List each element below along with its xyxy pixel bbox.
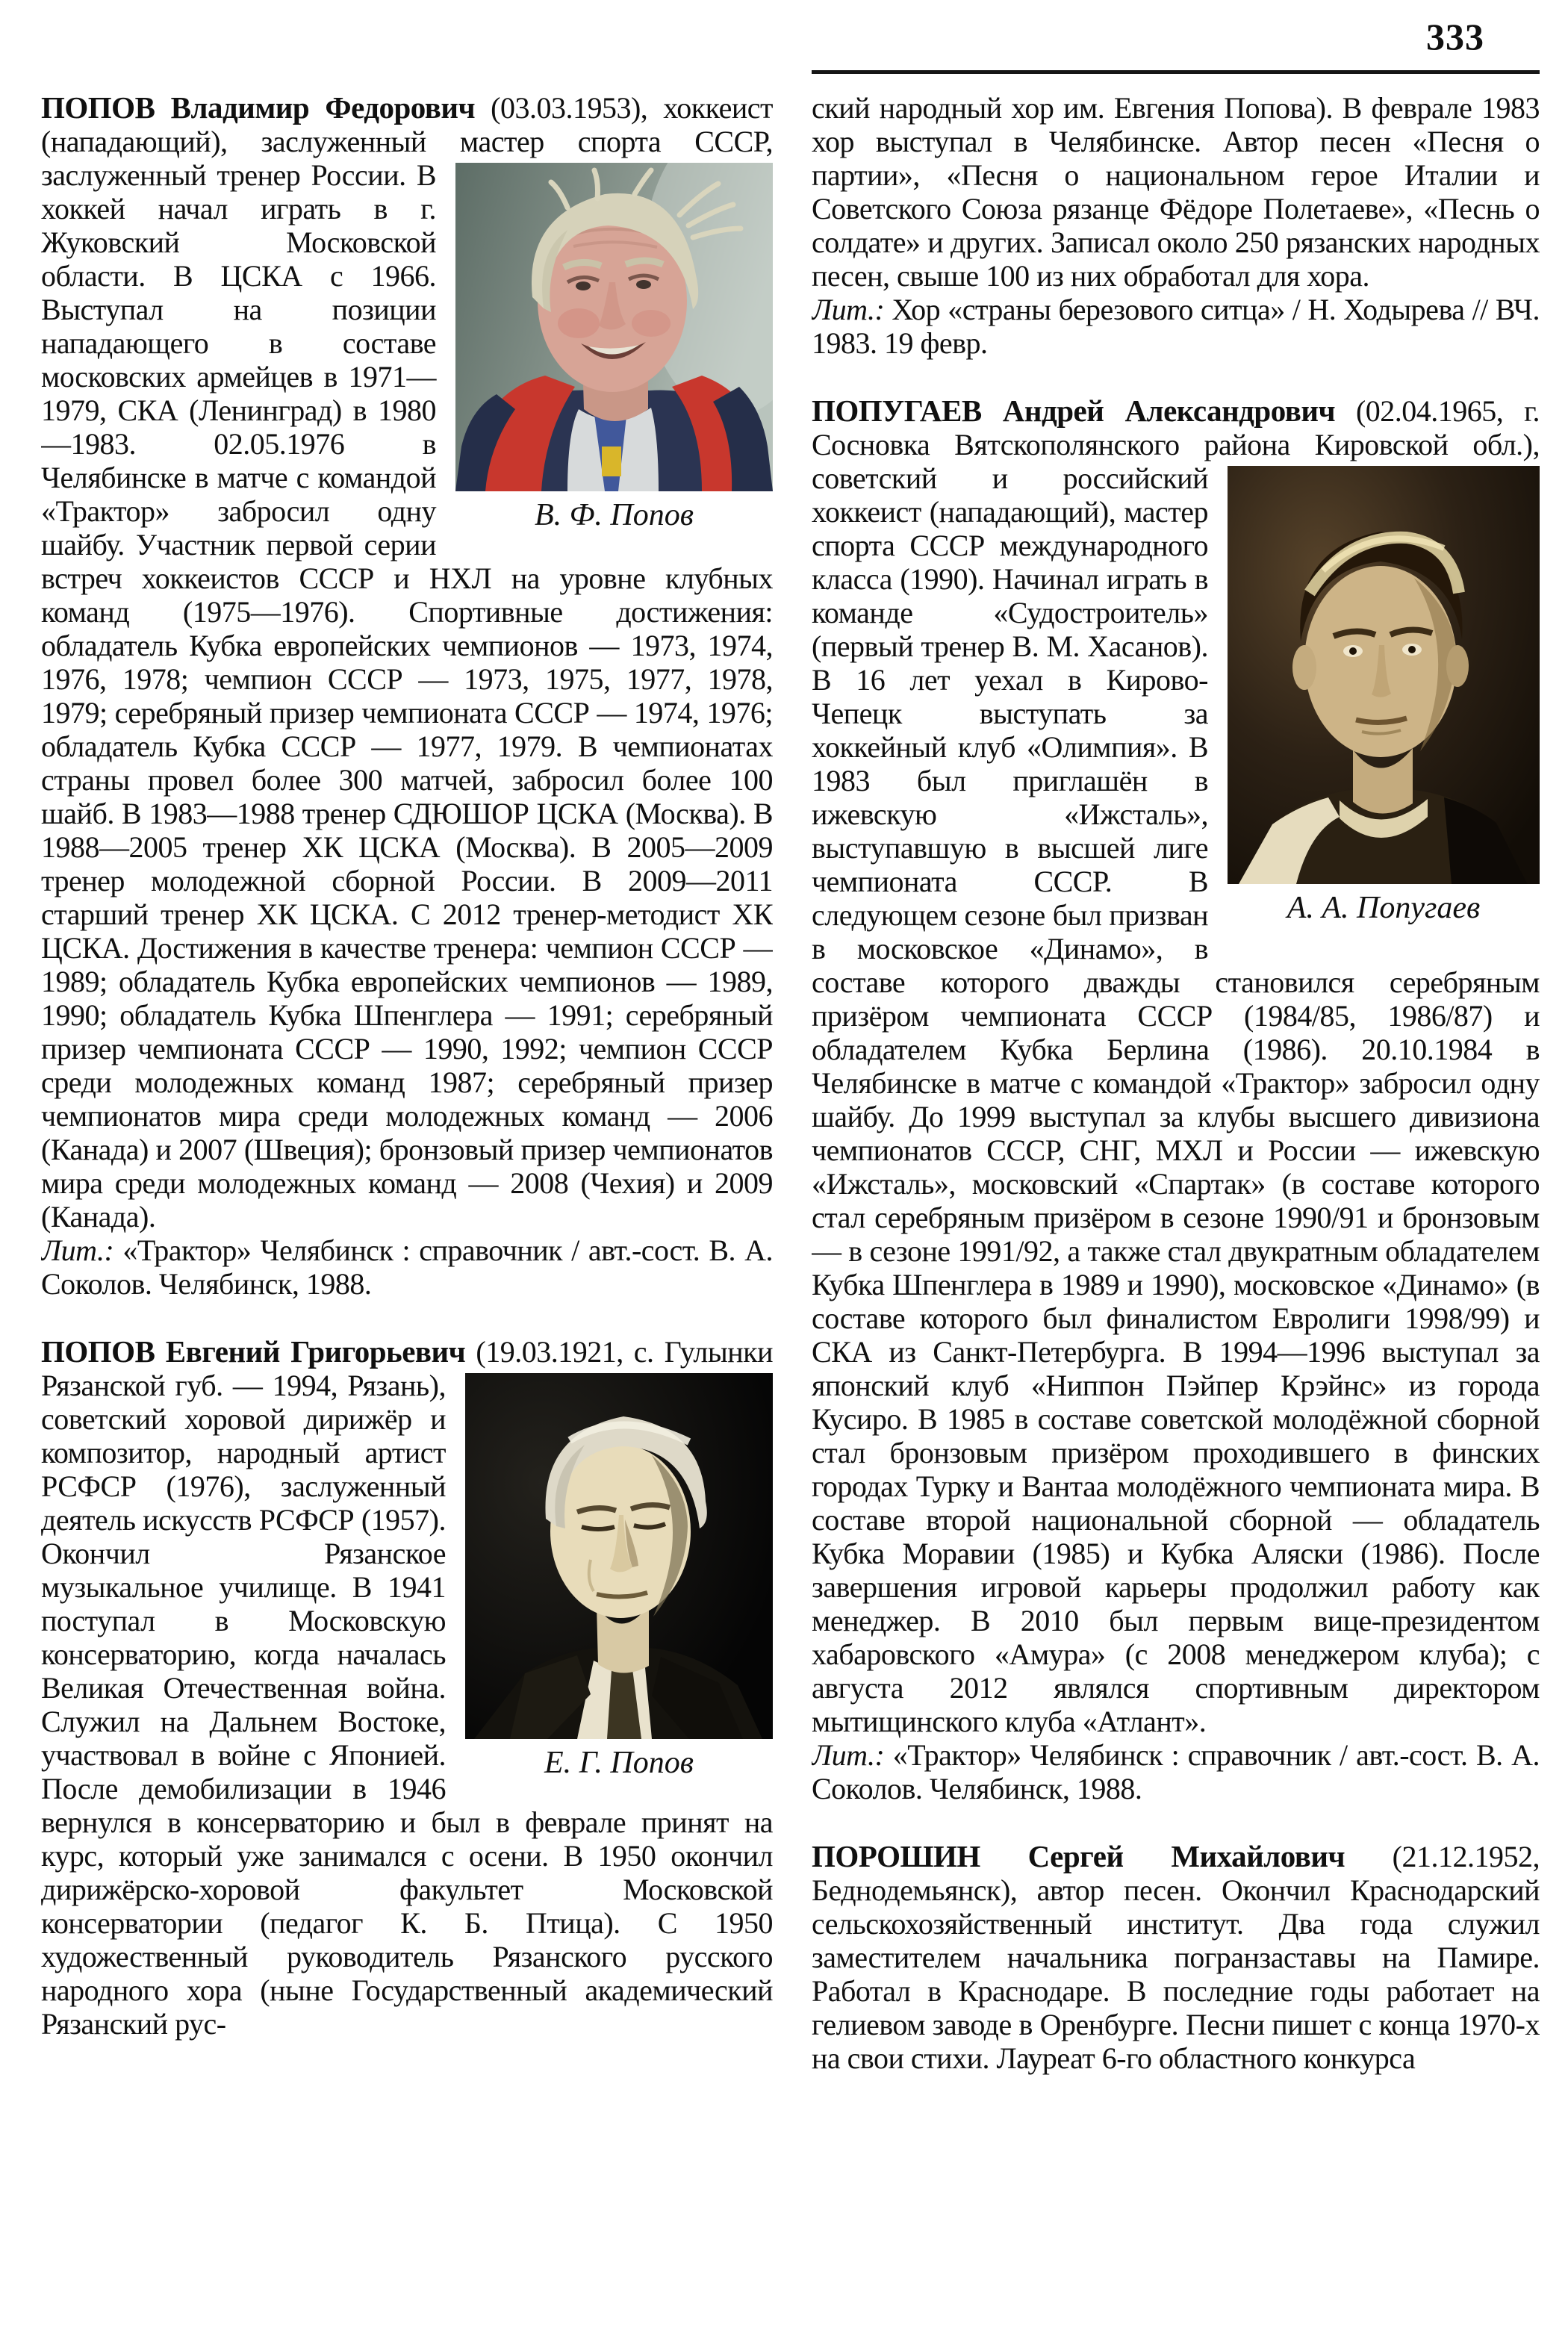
- lit-text: «Трактор» Челябинск : справочник / авт.-сост. В. А. Соколов. Челябинск, 1988.: [41, 1233, 773, 1301]
- entry-body-popugaev: российский хоккеист (нападающий), мастер спорта СССР международного класса (1990). Начинал играть в команде «Судостроитель» (первый тренер В. М. Хасанов). В 16 лет уехал в Кирово-Чепецк выступать за хоккейный клуб «Олимпия». В 1983 был приглашён в ижевскую «Ижсталь», выступавшую в высшей лиге чемпионата СССР. В следующем сезоне был призван в московское «Динамо», в составе которого дважды становился серебряным призёром чемпионата СССР (1984/85, 1986/87) и обладателем Кубка Берлина (1986). 20.10.1984 в Челябинске в матче с командой «Трактор» забросил одну шайбу. До 1999 выступал за клубы высшего дивизиона чемпионатов СССР, СНГ, МХЛ и России — ижевскую «Ижсталь», московский «Спартак» (в составе которого стал серебряным призёром в сезоне 1990/91 и бронзовым — в сезоне 1991/92, а также стал двукратным обладателем Кубка Шпенглера в 1989 и 1990), московское «Динамо» (в составе которого был финалистом Евролиги 1998/99) и СКА из Санкт-Петербурга. В 1994—1996 выступал за японский клуб «Ниппон Пэйпер Крэйнс» из города Кусиро. В 1985 в составе советской молодёжной сборной стал бронзовым призёром проходившего в финских городах Турку и Вантаа молодёжного чемпионата мира. В составе второй национальной сборной — обладатель Кубка Моравии (1985) и Кубка Аляски (1986). После завершения игровой карьеры продолжил работу как менеджер. В 2010 был первым вице-президентом хабаровского «Амура» (с 2008 менеджером клуба); с августа 2012 являлся спортивным директором мытищинского клуба «Атлант».: [812, 461, 1540, 1738]
- photo-caption-popugaev: А. А. Попугаев: [1287, 891, 1481, 925]
- entry-name-poroshin: ПОРОШИН Сергей Михайлович: [812, 1839, 1345, 1873]
- entry-name-popugaev: ПОПУГАЕВ Андрей Александрович: [812, 393, 1336, 428]
- entry-body-popov-eg: советский хоровой дирижёр и композитор, народный артист РСФСР (1976), заслуженный деятель искусств РСФСР (1957). Окончил Рязанское музыкальное училище. В 1941 поступал в Московскую консерваторию, когда началась Великая Отечественная война. Служил на Дальнем Востоке, участвовал в войне с Японией. После демобилизации в 1946 вернулся в консерваторию и был в феврале принят на курс, который уже занимался с осени. В 1950 окончил дирижёрско-хоровой факультет Московской консерватории (педагог К. Б. Птица). С 1950 художественный руководитель Рязанского русского народного хора (ныне Государственный академический Рязанский рус-: [41, 1402, 773, 2041]
- entry-body-popov-vf: спорта СССР, заслуженный тренер России. В хоккей начал играть в г. Жуковский Московской области. В ЦСКА с 1966. Выступал на позиции нападающего в составе московских армейцев в 1971—1979, СКА (Ленинград) в 1980—1983. 02.05.1976 в Челябинске в матче с командой «Трактор» забросил одну шайбу. Участник первой серии встреч хоккеистов СССР и НХЛ на уровне клубных команд (1975—1976). Спортивные достижения: обладатель Кубка европейских чемпионов — 1973, 1974, 1976, 1978; чемпион СССР — 1973, 1975, 1977, 1978, 1979; серебряный призер чемпионата СССР — 1974, 1976; обладатель Кубка СССР — 1977, 1979. В чемпионатах страны провел более 300 матчей, забросил более 100 шайб. В 1983—1988 тренер СДЮШОР ЦСКА (Москва). В 1988—2005 тренер ХК ЦСКА (Москва). В 2005—2009 тренер молодежной сборной России. В 2009—2011 старший тренер ХК ЦСКА. С 2012 тренер-методист ХК ЦСКА. Достижения в качестве тренера: чемпион СССР — 1989; обладатель Кубка европейских чемпионов — 1989, 1990; обладатель Кубка Шпенглера — 1991; серебряный призер чемпионата СССР — 1990, 1992; чемпион СССР среди молодежных команд 1987; серебряный призер чемпионатов мира среди молодежных команд — 2006 (Канада) и 2007 (Швеция); бронзовый призер чемпионатов мира среди молодежных команд — 2008 (Чехия) и 2009 (Канада).: [41, 125, 773, 1233]
- photo-caption-popov-vf: В. Ф. Попов: [535, 498, 694, 532]
- photo-caption-popov-eg: Е. Г. Попов: [544, 1746, 694, 1780]
- lit-text: Хор «страны березового ситца» / Н. Ходырева // ВЧ. 1983. 19 февр.: [812, 293, 1540, 360]
- entry-intro-popov-eg: (19.03.1921, с. Гулынки Рязанской губ. — 1994, Рязань),: [41, 1335, 773, 1402]
- article-popov-eg: [41, 1335, 773, 2041]
- lit-text: «Трактор» Челябинск : справочник / авт.-сост. В. А. Соколов. Челябинск, 1988.: [812, 1738, 1540, 1805]
- header-rule: [812, 70, 1540, 74]
- entry-intro-popov-vf: (03.03.1953), хоккеист (нападающий), заслуженный мастер: [41, 91, 773, 158]
- photo-figure-popov-eg: [465, 1373, 773, 1782]
- entry-intro-popugaev: (02.04.1965, г. Сосновка Вятскополянского района Кировской обл.), советский и: [812, 394, 1540, 495]
- lit-line-popov-eg: [812, 293, 1540, 360]
- lit-line-popov-vf: [41, 1233, 773, 1301]
- entry-body-popov-eg-continued: ский народный хор им. Евгения Попова). В феврале 1983 хор выступал в Челябинске. Автор песен «Песня о партии», «Песня о национальном герое Италии и Советского Союза рязанце Фёдоре Полетаеве», «Песнь о солдате» и других. Записал около 250 рязанских народных песен, свыше 100 из них обработал для хора.: [812, 91, 1540, 293]
- lit-label: Лит.:: [812, 293, 885, 326]
- right-column: [812, 91, 1540, 2335]
- article-poroshin: [812, 1840, 1540, 2075]
- lit-label: Лит.:: [41, 1233, 114, 1267]
- lit-label: Лит.:: [812, 1738, 885, 1772]
- photo-figure-popov-vf: [455, 163, 773, 535]
- portrait-photo-popov-eg: [465, 1373, 773, 1739]
- left-column: [41, 91, 773, 2335]
- article-popov-vf: [41, 91, 773, 1233]
- portrait-photo-popugaev: [1228, 466, 1540, 884]
- article-popugaev: [812, 394, 1540, 1738]
- page-number: 333: [1426, 16, 1484, 57]
- portrait-photo-popov-vf: [455, 163, 773, 491]
- entry-name-popov-vf: ПОПОВ Владимир Федорович: [41, 91, 476, 125]
- article-popov-eg-continuation: [812, 91, 1540, 293]
- photo-figure-popugaev: [1228, 466, 1540, 927]
- entry-body-poroshin: (21.12.1952, Беднодемьянск), автор песен. Окончил Краснодарский сельскохозяйственный институт. Два года служил заместителем начальника погранзаставы на Памире. Работал в Краснодаре. В последние годы работает на гелиевом заводе в Оренбурге. Песни пишет с конца 1970-х на свои стихи. Лауреат 6-го областного конкурса: [812, 1840, 1540, 2075]
- entry-name-popov-eg: ПОПОВ Евгений Григорьевич: [41, 1334, 466, 1369]
- lit-line-popugaev: [812, 1738, 1540, 1805]
